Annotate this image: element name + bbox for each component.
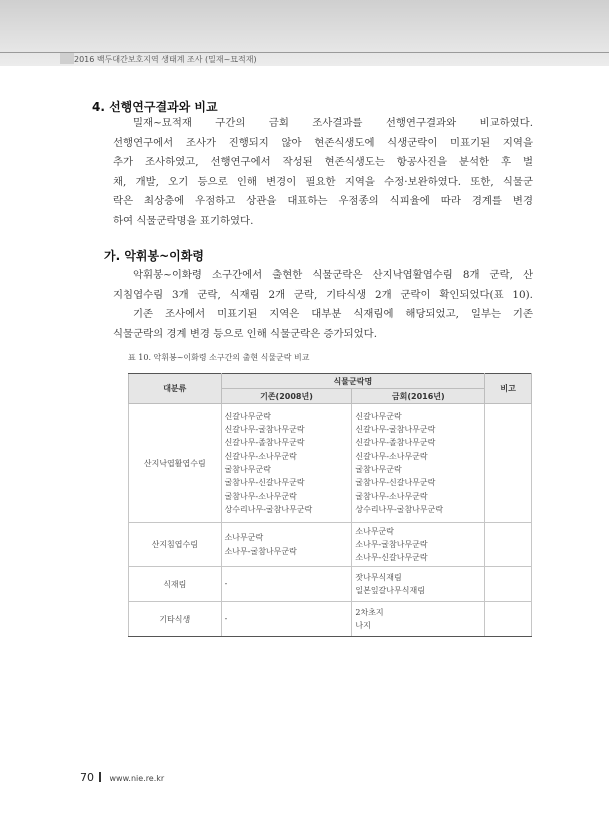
community-name: 2차초지	[355, 607, 384, 617]
community-name: 신갈나무-굴참나무군락	[224, 425, 305, 435]
table-row	[129, 404, 532, 523]
category-cell: 기타식생	[129, 602, 222, 637]
community-name: 신갈나무군락	[355, 411, 402, 421]
table-row	[129, 523, 532, 567]
community-name: 소나무-신갈나무군락	[355, 553, 428, 563]
community-name: 굴참나무-신갈나무군락	[224, 478, 305, 488]
header-rule	[0, 52, 609, 53]
previous-communities-cell	[221, 523, 352, 567]
header-previous: 기존(2008년)	[221, 389, 352, 404]
note-cell	[485, 523, 532, 567]
previous-communities-cell	[221, 602, 352, 637]
section-title: 4. 선행연구결과와 비교	[92, 100, 218, 114]
previous-communities-cell	[221, 567, 352, 602]
community-name: 굴참나무군락	[355, 465, 402, 474]
paragraph-line: 기존 조사에서 미표기된 지역은 대부분 식재림에 해당되었고, 일부는 기존	[133, 308, 533, 320]
header-category: 대분류	[129, 374, 222, 404]
section-paragraph	[113, 114, 533, 231]
category-cell: 산지침엽수림	[129, 523, 222, 567]
current-communities-cell	[352, 602, 485, 637]
paragraph-line: 채, 개발, 오기 등으로 인해 변경이 필요한 지역을 수정·보완하였다. 또한, 식물군	[113, 175, 533, 188]
note-cell	[485, 404, 532, 523]
community-name: 신갈나무-소나무군락	[355, 451, 428, 461]
community-name: 소나무군락	[224, 533, 264, 543]
current-communities-cell	[352, 523, 485, 567]
paragraph-line: 악휘봉~이화령 소구간에서 출현한 식물군락은 산지낙엽활엽수림 8개 군락, 산	[133, 269, 533, 281]
community-name: 상수리나무-굴참나무군락	[224, 504, 313, 514]
table-row	[129, 602, 532, 637]
community-name: 소나무군락	[355, 526, 395, 536]
community-name: 굴참나무-신갈나무군락	[355, 478, 436, 488]
community-name: -	[224, 614, 228, 624]
table-caption: 표 10. 악휘봉~이화령 소구간의 출현 식물군락 비교	[128, 353, 310, 362]
paragraph-line: 지침엽수림 3개 군락, 식재림 2개 군락, 기타식생 2개 군락이 확인되었다(표 10).	[113, 288, 533, 301]
header-tab-mark	[60, 52, 74, 64]
category-cell: 산지낙엽활엽수림	[129, 404, 222, 523]
community-name: 굴참나무-소나무군락	[355, 491, 428, 501]
current-communities-cell	[352, 567, 485, 602]
paragraph-line: 밀재~묘적재 구간의 금회 조사결과를 선행연구결과와 비교하였다.	[133, 117, 533, 129]
header-community-name: 식물군락명	[221, 374, 485, 389]
subsection-title: 가. 악휘봉~이화령	[104, 249, 204, 263]
note-cell	[485, 567, 532, 602]
previous-communities-cell	[221, 404, 352, 523]
paragraph-line: 락은 최상층에 우점하고 상관을 대표하는 우점종의 식피율에 따라 경계를 변경	[113, 195, 533, 207]
community-name: 신갈나무-소나무군락	[224, 451, 297, 461]
table-row	[129, 567, 532, 602]
community-name: 신갈나무-졸참나무군락	[224, 438, 305, 448]
community-name: 일본잎갈나무식재림	[355, 586, 425, 595]
community-name: 나지	[355, 621, 371, 630]
footer-divider	[99, 772, 101, 782]
paragraph-line: 하여 식물군락명을 표기하였다.	[113, 214, 254, 227]
header-note: 비고	[485, 374, 532, 404]
community-name: 굴참나무군락	[224, 465, 271, 474]
subsection-paragraph	[113, 266, 533, 344]
community-name: 소나무-굴참나무군락	[224, 546, 297, 556]
paragraph-line: 선행연구에서 조사가 진행되지 않아 현존식생도에 식생군락이 미표기된 지역을	[113, 136, 533, 149]
community-name: 신갈나무-굴참나무군락	[355, 425, 436, 435]
running-header: 2016 백두대간보호지역 생태계 조사 (밀재~묘적재)	[74, 55, 257, 64]
community-name: -	[224, 579, 228, 589]
community-name: 소나무-굴참나무군락	[355, 539, 428, 549]
page-number: 70	[80, 771, 94, 784]
community-name: 잣나무식재림	[355, 572, 402, 582]
community-name: 신갈나무군락	[224, 411, 271, 421]
header-current: 금회(2016년)	[352, 389, 485, 404]
community-name: 상수리나무-굴참나무군락	[355, 504, 444, 514]
note-cell	[485, 602, 532, 637]
page-footer	[80, 771, 164, 784]
community-name: 굴참나무-소나무군락	[224, 491, 297, 501]
footer-url: www.nie.re.kr	[109, 774, 165, 783]
vegetation-comparison-table	[128, 373, 532, 637]
paragraph-line: 식물군락의 경계 변경 등으로 인해 식물군락은 증가되었다.	[113, 327, 378, 340]
current-communities-cell	[352, 404, 485, 523]
community-name: 신갈나무-졸참나무군락	[355, 438, 436, 448]
category-cell: 식재림	[129, 567, 222, 602]
paragraph-line: 추가 조사하였고, 선행연구에서 작성된 현존식생도는 항공사진을 분석한 후 벌	[113, 156, 533, 168]
